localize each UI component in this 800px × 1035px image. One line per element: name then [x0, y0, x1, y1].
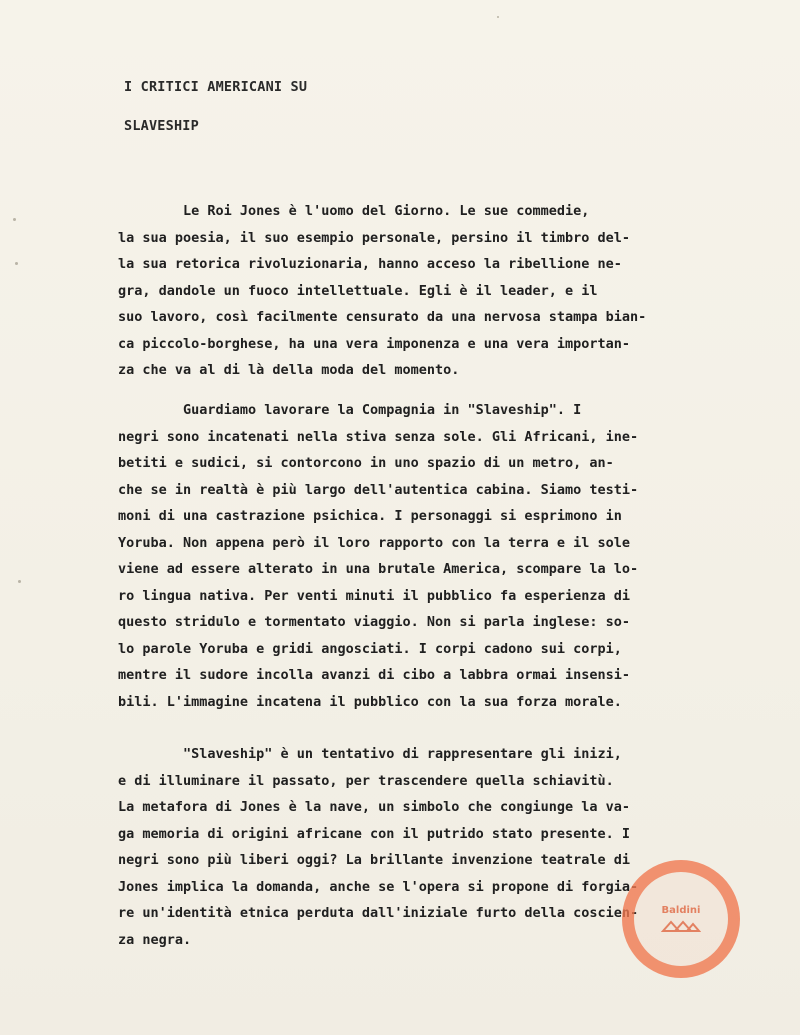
archive-stamp-text: Baldini	[661, 905, 701, 916]
text-line: La metafora di Jones è la nave, un simbolo che congiunge la va-	[118, 799, 631, 815]
text-line: ca piccolo-borghese, ha una vera imponenza e una vera importan-	[118, 335, 631, 352]
margin-speck	[15, 262, 18, 265]
text-line: negri sono incatenati nella stiva senza sole. Gli Africani, ine-	[118, 428, 639, 445]
text-line: za negra.	[118, 931, 192, 948]
paragraph-1	[118, 198, 738, 384]
stamp-emblem-icon	[661, 919, 701, 933]
text-line: Yoruba. Non appena però il loro rapporto con la terra e il sole	[118, 534, 631, 551]
margin-speck	[18, 580, 21, 583]
text-line: gra, dandole un fuoco intellettuale. Egli è il leader, e il	[118, 282, 598, 299]
text-line: questo stridulo e tormentato viaggio. Non si parla inglese: so-	[118, 614, 631, 630]
text-line: bili. L'immagine incatena il pubblico con la sua forza morale.	[118, 693, 622, 710]
page-title-line-2: SLAVESHIP	[124, 118, 199, 134]
text-line: suo lavoro, così facilmente censurato da una nervosa stampa bian-	[118, 309, 647, 325]
text-line: viene ad essere alterato in una brutale America, scompare la lo-	[118, 561, 639, 577]
archive-stamp-label	[661, 905, 701, 933]
text-line: negri sono più liberi oggi? La brillante invenzione teatrale di	[118, 852, 631, 868]
text-line: la sua retorica rivoluzionaria, hanno acceso la ribellione ne-	[118, 256, 622, 272]
text-line: la sua poesia, il suo esempio personale, persino il timbro del-	[118, 229, 631, 246]
text-line: moni di una castrazione psichica. I personaggi si esprimono in	[118, 508, 622, 524]
text-line: Jones implica la domanda, anche se l'opera si propone di forgia-	[118, 878, 639, 895]
text-line: mentre il sudore incolla avanzi di cibo a labbra ormai insensi-	[118, 667, 631, 683]
text-line: Guardiamo lavorare la Compagnia in "Slaveship". I	[118, 402, 582, 418]
margin-speck	[13, 218, 16, 221]
paragraph-2	[118, 397, 738, 715]
text-line: betiti e sudici, si contorcono in uno spazio di un metro, an-	[118, 455, 614, 471]
archive-stamp	[622, 860, 740, 978]
text-line: re un'identità etnica perduta dall'iniziale furto della coscien-	[118, 905, 639, 921]
text-line: ro lingua nativa. Per venti minuti il pubblico fa esperienza di	[118, 587, 631, 604]
paper-speck	[497, 16, 499, 18]
text-line: e di illuminare il passato, per trascendere quella schiavitù.	[118, 772, 614, 789]
page-title-line-1: I CRITICI AMERICANI SU	[124, 79, 308, 95]
text-line: za che va al di là della moda del momento.	[118, 362, 460, 378]
text-line: lo parole Yoruba e gridi angosciati. I corpi cadono sui corpi,	[118, 640, 622, 657]
text-line: che se in realtà è più largo dell'autentica cabina. Siamo testi-	[118, 481, 639, 498]
text-line: "Slaveship" è un tentativo di rappresentare gli inizi,	[118, 746, 622, 762]
text-line: ga memoria di origini africane con il putrido stato presente. I	[118, 825, 631, 842]
text-line: Le Roi Jones è l'uomo del Giorno. Le sue commedie,	[118, 203, 590, 219]
